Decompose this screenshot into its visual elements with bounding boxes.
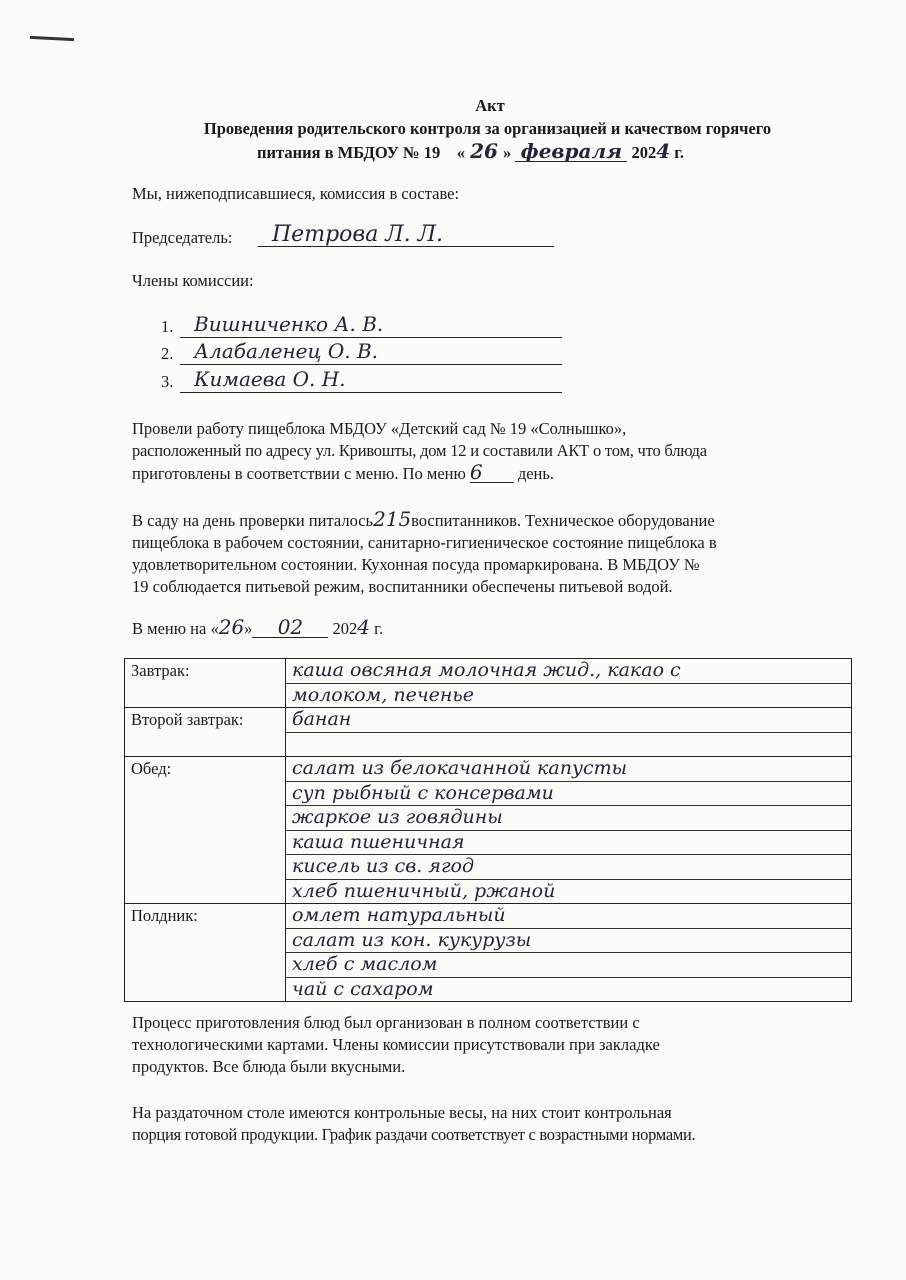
- menu-row-second-breakfast: [125, 708, 852, 757]
- member-number: 2.: [161, 344, 174, 363]
- menu-row-dishes: [286, 659, 852, 708]
- document-subtitle: Проведения родительского контроля за организацией и качеством горячего: [203, 119, 772, 138]
- paragraph-serving: На раздаточном столе имеются контрольные весы, на них стоит контрольная порция готовой продукции. График раздачи соответствует с возрастными нормами.: [132, 1103, 696, 1144]
- handwritten-dish: хлеб с маслом: [286, 953, 851, 978]
- handwritten-dish: чай с сахаром: [292, 977, 434, 1000]
- paragraph-kitchen-work: Провели работу пищеблока МБДОУ «Детский сад № 19 «Солнышко», расположенный по адресу ул. Кривошты, дом 12 и составили АКТ о том, что блюда приготовлены в соответствии с меню. По меню 6 день.: [132, 419, 707, 484]
- menu-date-line: В меню на «26» 02 2024 г.: [132, 615, 384, 639]
- paragraph-equipment: В саду на день проверки питалось215воспитанников. Техническое оборудование пищеблока в рабочем состоянии, санитарно-гигиеническое состояние пищеблока в удовлетворительном состоянии. Кухонная посуда промаркирована. В МБДОУ № 19 соблюдается питьевой режим, воспитанники обеспечены питьевой водой.: [132, 507, 717, 596]
- subtitle-line2: питания в МБДОУ № 19 « 26 » февраля 2024 г.: [257, 139, 685, 163]
- member-number: 3.: [161, 372, 174, 391]
- member-line: [180, 312, 562, 338]
- paragraph-process: Процесс приготовления блюд был организован в полном соответствии с технологическими картами. Члены комиссии присутствовали при закладке продуктов. Все блюда были вкусными.: [132, 1013, 660, 1076]
- menu-row-label: Полдник:: [125, 904, 286, 1002]
- handwritten-dish: жаркое из говядины: [286, 806, 851, 831]
- handwritten-children-count: 215: [373, 507, 412, 531]
- handwritten-dish: каша овсяная молочная жид., какао с: [286, 659, 851, 684]
- menu-row-dishes: [286, 757, 852, 904]
- member-line: [180, 339, 562, 365]
- member-number: 1.: [161, 317, 174, 336]
- document-title: Акт: [475, 96, 505, 115]
- handwritten-menu-day: 6: [470, 462, 514, 483]
- handwritten-date-month: февраля: [515, 141, 627, 162]
- members-label: Члены комиссии:: [132, 271, 254, 290]
- menu-row-label: Обед:: [125, 757, 286, 904]
- chair-signature-line: [258, 222, 554, 247]
- menu-row-breakfast: [125, 659, 852, 708]
- handwritten-member-name: Вишниченко А. В.: [194, 312, 384, 336]
- menu-row-lunch: [125, 757, 852, 904]
- handwritten-dish: омлет натуральный: [286, 904, 851, 929]
- member-line: [180, 367, 562, 393]
- handwritten-dish: хлеб пшеничный, ржаной: [292, 879, 556, 902]
- menu-row-label: Завтрак:: [125, 659, 286, 708]
- handwritten-dish: салат из кон. кукурузы: [286, 929, 851, 954]
- handwritten-member-name: Алабаленец О. В.: [194, 339, 378, 363]
- handwritten-dish: банан: [286, 708, 851, 733]
- handwritten-dish: молоком, печенье: [292, 683, 474, 706]
- handwritten-menu-date-day: 26: [218, 615, 245, 639]
- handwritten-dish: суп рыбный с консервами: [286, 782, 851, 807]
- handwritten-dish: салат из белокачанной капусты: [286, 757, 851, 782]
- menu-row-dishes: [286, 904, 852, 1002]
- menu-table: [124, 658, 852, 1002]
- chair-label: Председатель:: [132, 228, 233, 247]
- handwritten-dish: кисель из св. ягод: [286, 855, 851, 880]
- handwritten-dish: [286, 733, 851, 757]
- stray-pen-mark: [30, 36, 74, 41]
- menu-row-afternoon-snack: [125, 904, 852, 1002]
- handwritten-date-day: 26: [470, 139, 498, 163]
- handwritten-menu-date-month: 02: [252, 617, 328, 638]
- handwritten-member-name: Кимаева О. Н.: [194, 367, 346, 391]
- menu-row-label: Второй завтрак:: [125, 708, 286, 757]
- commission-intro: Мы, нижеподписавшиеся, комиссия в составе:: [132, 184, 460, 203]
- handwritten-dish: каша пшеничная: [286, 831, 851, 856]
- handwritten-chair-name: Петрова Л. Л.: [272, 222, 444, 247]
- menu-row-dishes: [286, 708, 852, 757]
